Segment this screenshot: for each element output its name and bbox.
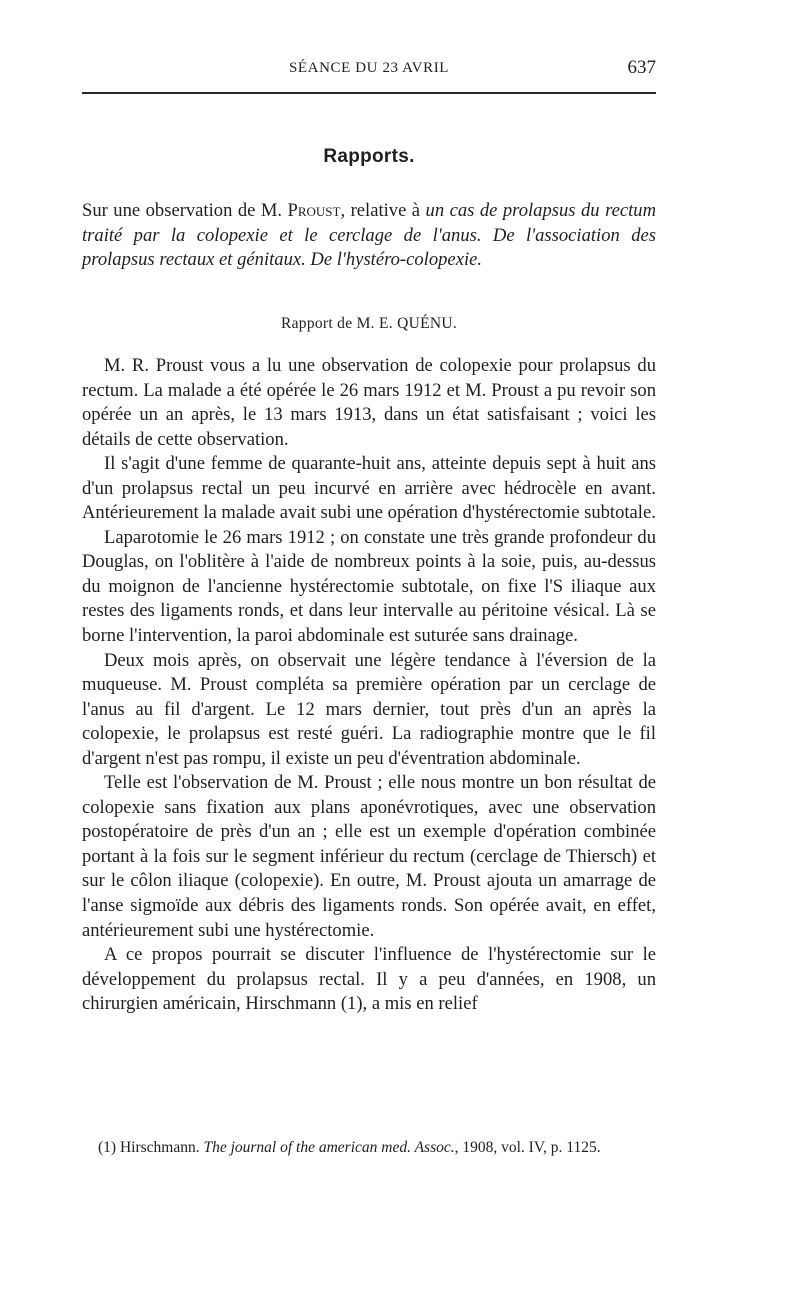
footnote-prefix: (1) Hirschmann. (98, 1139, 204, 1156)
running-header (82, 54, 656, 82)
page-number: 637 (627, 57, 656, 78)
header-rule (82, 92, 656, 94)
paragraph: Laparotomie le 26 mars 1912 ; on constate une très grande profondeur du Douglas, on l'oblitère à l'aide de nombreux points à la soie, puis, au-dessus du moignon de l'ancienne hystérectomie subtotale, on fixe l'S iliaque aux restes des ligaments ronds, et dans leur intervalle au péritoine vésical. Là se borne l'intervention, la paroi abdominale est suturée sans drainage. (82, 526, 656, 647)
paragraph: M. R. Proust vous a lu une observation de colopexie pour prolapsus du rectum. La malade a été opérée le 26 mars 1912 et M. Proust a pu revoir son opérée un an après, le 13 mars 1913, dans un état satisfaisant ; voici les détails de cette observation. (82, 355, 656, 450)
paragraph: Deux mois après, on observait une légère tendance à l'éversion de la muqueuse. M. Proust compléta sa première opération par un cerclage de l'anus au fil d'argent. Le 12 mars dernier, tout près d'un an après la colopexie, le prolapsus est resté guéri. La radiographie montre que le fil d'argent n'est pas rompu, il existe un peu d'éventration abdominale. (82, 649, 656, 769)
report-byline: Rapport de M. E. QUÉNU. (280, 315, 458, 332)
body-text (82, 354, 656, 1017)
intro-author: Proust (287, 200, 341, 221)
intro-italic-title: un cas de prolapsus du rectum traité par la colopexie et le cerclage de l'anus. De l'association des prolapsus rectaux et génitaux. De l'hystéro-colopexie. (82, 200, 657, 271)
footnote-journal: The journal of the american med. Assoc. (203, 1139, 455, 1156)
footnote-suffix: , 1908, vol. IV, p. 1125. (454, 1139, 601, 1156)
running-title: SÉANCE DU 23 AVRIL (288, 60, 450, 76)
paragraph: Il s'agit d'une femme de quarante-huit ans, atteinte depuis sept à huit ans d'un prolapsus rectal un peu incurvé en arrière avec hédrocèle en avant. Antérieurement la malade avait subi une opération d'hystérectomie subtotale. (82, 453, 656, 524)
report-subject (82, 199, 656, 273)
intro-middle: , relative à (340, 200, 426, 221)
section-title: Rapports. (323, 146, 415, 167)
footnote (82, 1137, 656, 1159)
intro-prefix: Sur une observation de M. (82, 200, 288, 221)
paragraph: Telle est l'observation de M. Proust ; elle nous montre un bon résultat de colopexie sans fixation aux plans aponévrotiques, avec une observation postopératoire de près d'un an ; elle est un exemple d'opération combinée portant à la fois sur le segment inférieur du rectum (cerclage de Thiersch) et sur le côlon iliaque (colopexie). En outre, M. Proust ajouta un amarrage de l'anse sigmoïde aux débris des ligaments ronds. Son opérée avait, en effet, antérieurement subi une hystérectomie. (82, 772, 656, 941)
paragraph: A ce propos pourrait se discuter l'influence de l'hystérectomie sur le développement du prolapsus rectal. Il y a peu d'années, en 1908, un chirurgien américain, Hirschmann (1), a mis en relief (82, 944, 656, 1015)
